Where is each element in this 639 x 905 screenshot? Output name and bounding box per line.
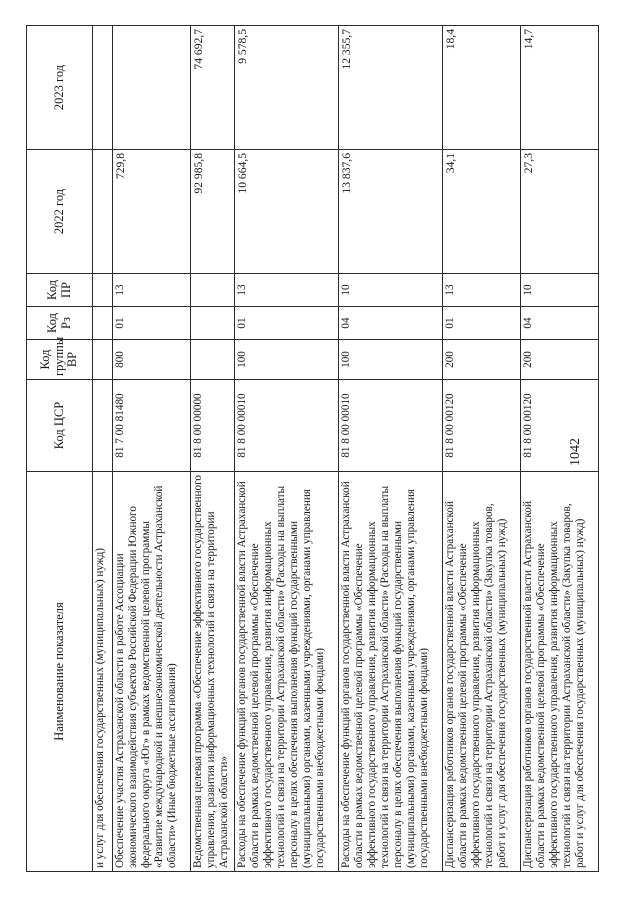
row-name: Диспансеризация работников органов государственной власти Астраханской области в рамках ведомственной целевой программы «Обеспечение эффективного государственного управления, развития информационных технологий и связи на территории Астраханской области» (Закупка товаров, работ и услуг для обеспечения государственных (муниципальных) нужд)	[521, 472, 599, 872]
row-csr	[93, 380, 113, 472]
row-csr: 81 7 00 81480	[113, 380, 191, 472]
row-vr: 100	[339, 340, 443, 380]
header-name: Наименование показателя	[27, 472, 93, 872]
row-2023: 74 692,7	[191, 26, 235, 150]
table-row	[93, 26, 113, 872]
row-2022: 92 985,8	[191, 150, 235, 274]
row-rz	[191, 307, 235, 340]
row-2022	[93, 150, 113, 274]
row-csr: 81 8 00 00010	[235, 380, 339, 472]
row-name: Диспансеризация работников органов государственной власти Астраханской области в рамках ведомственной целевой программы «Обеспечение эффективного государственного управления, развития информационных технологий и связи на территории Астраханской области» (Закупка товаров, работ и услуг для обеспечения государственных (муниципальных) нужд)	[443, 472, 521, 872]
header-vr-code: Код группы ВР	[27, 340, 93, 380]
row-2023: 14,7	[521, 26, 599, 150]
row-pr: 13	[235, 274, 339, 307]
header-year-2022: 2022 год	[27, 150, 93, 274]
row-rz: 04	[339, 307, 443, 340]
table-row	[191, 26, 235, 872]
row-pr: 13	[443, 274, 521, 307]
row-vr: 200	[443, 340, 521, 380]
row-name: и услуг для обеспечения государственных (муниципальных) нужд)	[93, 472, 113, 872]
row-csr: 81 8 00 00000	[191, 380, 235, 472]
row-2022: 27,3	[521, 150, 599, 274]
header-rz-code: Код Рз	[27, 307, 93, 340]
table-row	[521, 26, 599, 872]
table-row	[339, 26, 443, 872]
header-csr-code: Код ЦСР	[27, 380, 93, 472]
row-2023: 12 355,7	[339, 26, 443, 150]
row-2022: 34,1	[443, 150, 521, 274]
row-rz: 01	[113, 307, 191, 340]
row-pr: 10	[339, 274, 443, 307]
row-vr: 800	[113, 340, 191, 380]
row-pr	[191, 274, 235, 307]
row-vr: 200	[521, 340, 599, 380]
row-pr: 13	[113, 274, 191, 307]
header-pr-code: Код ПР	[27, 274, 93, 307]
row-pr: 10	[521, 274, 599, 307]
row-vr	[191, 340, 235, 380]
row-csr: 81 8 00 00010	[339, 380, 443, 472]
row-name: Расходы на обеспечение функций органов государственной власти Астраханской области в рамках ведомственной целевой программы «Обеспечение эффективного государственного управления, развития информационных технологий и связи на территории Астраханской области» (Расходы на выплаты персоналу в целях обеспечения выполнения функций государственными (муниципальными) органами, казенными учреждениями, органами управления государственными внебюджетными фондами)	[235, 472, 339, 872]
table-header-row	[27, 26, 93, 872]
page-number: 1042	[568, 438, 583, 466]
row-2022: 13 837,6	[339, 150, 443, 274]
row-vr	[93, 340, 113, 380]
row-csr: 81 8 00 00120	[521, 380, 599, 472]
row-2023	[113, 26, 191, 150]
row-name: Обеспечение участия Астраханской области в работе Ассоциации экономического взаимодействия субъектов Российской Федерации Южного федерального округа «Юг» в рамках ведомственной целевой программы «Развитие международной и внешнеэкономической деятельности Астраханской области» (Иные бюджетные ассигнования)	[113, 472, 191, 872]
row-2023: 9 578,5	[235, 26, 339, 150]
row-vr: 100	[235, 340, 339, 380]
row-2023: 18,4	[443, 26, 521, 150]
table-row	[235, 26, 339, 872]
table-row	[113, 26, 191, 872]
row-pr	[93, 274, 113, 307]
row-rz	[93, 307, 113, 340]
row-2022: 729,8	[113, 150, 191, 274]
row-2023	[93, 26, 113, 150]
row-rz: 01	[235, 307, 339, 340]
table-row	[443, 26, 521, 872]
budget-table	[26, 25, 599, 872]
header-year-2023: 2023 год	[27, 26, 93, 150]
row-name: Ведомственная целевая программа «Обеспечение эффективного государственного управления, развития информационных технологий и связи на территории Астраханской области»	[191, 472, 235, 872]
row-rz: 01	[443, 307, 521, 340]
row-rz: 04	[521, 307, 599, 340]
row-name: Расходы на обеспечение функций органов государственной власти Астраханской области в рамках ведомственной целевой программы «Обеспечение эффективного государственного управления, развития информационных технологий и связи на территории Астраханской области» (Расходы на выплаты персоналу в целях обеспечения выполнения функций государственными (муниципальными) органами, казенными учреждениями, органами управления государственными внебюджетными фондами)	[339, 472, 443, 872]
row-csr: 81 8 00 00120	[443, 380, 521, 472]
row-2022: 10 664,5	[235, 150, 339, 274]
